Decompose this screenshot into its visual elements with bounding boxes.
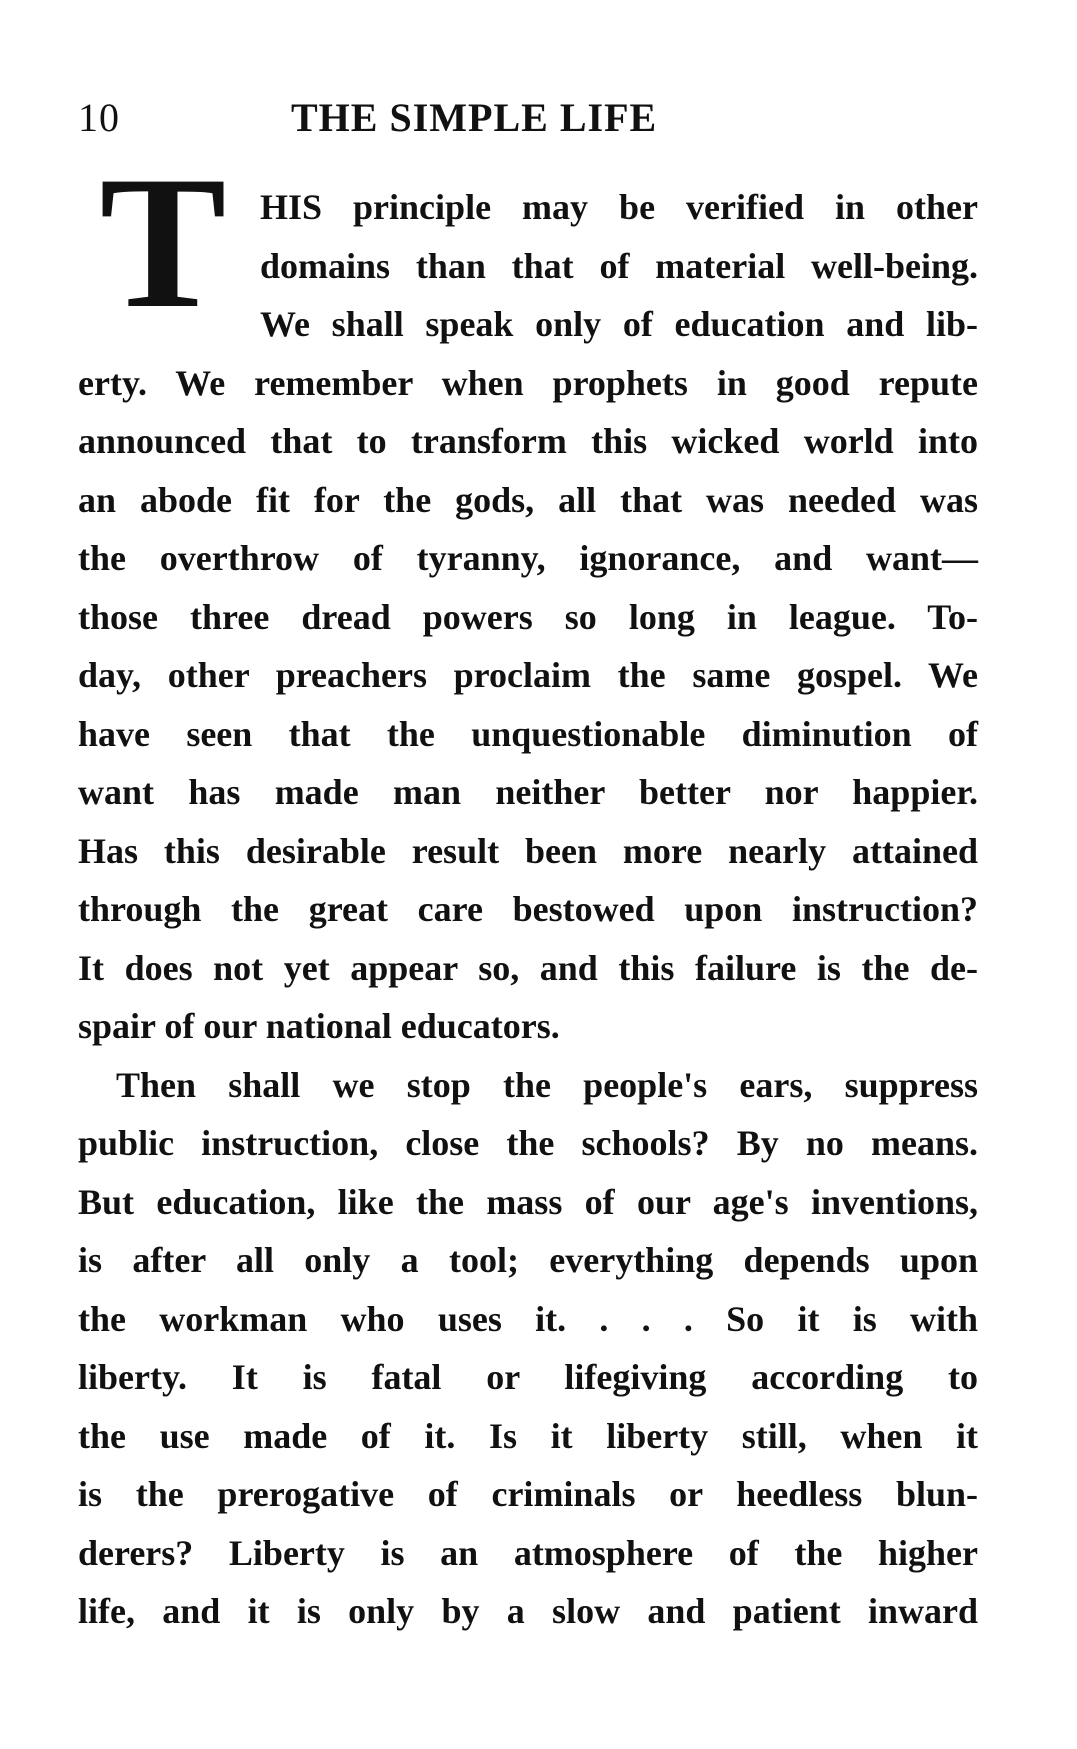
text-line: liberty. It is fatal or lifegiving according to (78, 1357, 978, 1397)
text-line: an abode fit for the gods, all that was needed was (78, 479, 978, 520)
text-line: day, other preachers proclaim the same gospel. We (78, 655, 978, 695)
page-number: 10 (78, 95, 120, 140)
text-line: spair of our national educators. (78, 1006, 560, 1046)
text-line: But education, like the mass of our age's inventions, (78, 1181, 978, 1222)
text-line: derers? Liberty is an atmosphere of the higher (78, 1532, 978, 1573)
text-line: Then shall we stop the people's ears, suppress (116, 1064, 978, 1105)
text-line: is after all only a tool; everything depends upon (78, 1240, 978, 1280)
text-line: Has this desirable result been more nearly attained (78, 830, 978, 871)
text-line: We shall speak only of education and lib- (260, 304, 978, 344)
drop-cap: T (99, 138, 227, 348)
running-title: THE SIMPLE LIFE (291, 95, 658, 140)
text-line: domains than that of material well-being. (260, 245, 978, 286)
text-line: through the great care bestowed upon instruction? (78, 889, 978, 929)
text-line: erty. We remember when prophets in good repute (78, 362, 978, 403)
body-text (78, 178, 978, 1641)
page-header (78, 94, 978, 144)
text-line: those three dread powers so long in league. To- (78, 596, 978, 637)
text-line: the overthrow of tyranny, ignorance, and want— (78, 538, 978, 578)
text-line: want has made man neither better nor happier. (78, 772, 978, 812)
text-line: the workman who uses it. . . . So it is with (78, 1298, 978, 1339)
text-line: the use made of it. Is it liberty still, when it (78, 1415, 978, 1456)
text-line: HIS principle may be verified in other (260, 187, 978, 227)
text-line: life, and it is only by a slow and patient inward (78, 1591, 978, 1631)
text-line: is the prerogative of criminals or heedless blun- (78, 1474, 978, 1514)
text-line: announced that to transform this wicked world into (78, 421, 978, 461)
text-line: have seen that the unquestionable diminution of (78, 713, 978, 754)
text-line: It does not yet appear so, and this failure is the de- (78, 947, 978, 988)
text-line: public instruction, close the schools? By no means. (78, 1123, 978, 1163)
